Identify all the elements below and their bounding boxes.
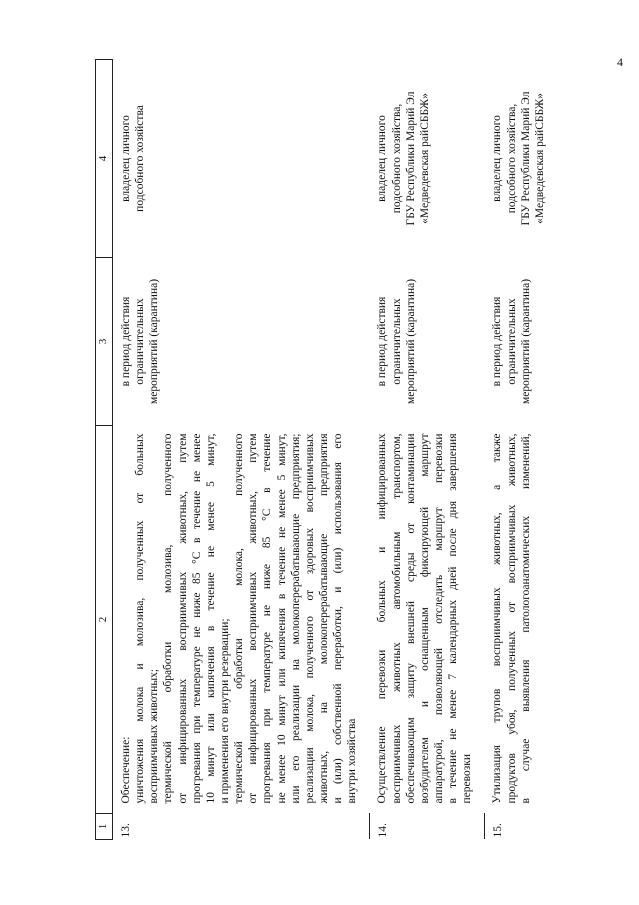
- description-line: в течение не менее 7 календарных дней после дня завершения: [447, 433, 460, 804]
- description-line: прогревания при температуре не ниже 85 °С в течение: [261, 433, 274, 804]
- row-number: 13.: [113, 814, 370, 840]
- column-header: 1: [96, 814, 113, 840]
- description-line: от инфицированных восприимчивых животных, путем: [176, 433, 189, 804]
- responsible-party: [369, 60, 484, 258]
- description-line: и применения его внутри резервации;: [218, 618, 231, 804]
- responsible-line: владелец личного: [120, 115, 132, 202]
- period-line: мероприятий (карантина): [519, 278, 532, 405]
- period-line: в период действия: [376, 296, 389, 387]
- responsible-line: «Медведевская райСББЖ»: [533, 93, 546, 224]
- table-row: [113, 60, 370, 840]
- responsible-line: «Медведевская райСББЖ»: [418, 93, 431, 224]
- description-line: или его реализации на молокоперерабатывающие предприятия;: [289, 433, 302, 804]
- description-line: от инфицированных восприимчивых животных, путем: [247, 433, 260, 804]
- description-line: и (или) собственной переработки, и (или) использования его: [332, 433, 345, 804]
- period-line: ограничительных: [390, 298, 403, 385]
- description-line: внутри хозяйства: [346, 718, 359, 804]
- description-line: термической обработки молока, полученного: [233, 433, 246, 804]
- execution-period: [113, 258, 370, 426]
- rotated-document-page: [95, 60, 605, 840]
- description-line: Обеспечение:: [120, 736, 132, 804]
- description-line: термической обработки молозива, полученного: [162, 433, 175, 804]
- period-line: ограничительных: [505, 298, 518, 385]
- description-line: уничтожения молока и молозива, полученных от больных: [134, 433, 147, 804]
- column-header: 2: [96, 426, 113, 814]
- column-header: 4: [96, 60, 113, 258]
- description-line: аппаратурой, позволяющей отследить маршрут перевозки: [432, 433, 445, 804]
- period-line: в период действия: [491, 296, 504, 387]
- responsible-line: подсобного хозяйства,: [390, 103, 403, 214]
- period-line: ограничительных: [134, 298, 147, 385]
- responsible-party: [113, 60, 370, 258]
- description-line: в случае выявления патологоанатомических изменений,: [519, 433, 532, 804]
- responsible-line: владелец личного: [491, 115, 504, 202]
- page-number: 4: [617, 55, 623, 69]
- description-line: прогревания при температуре не ниже 85 °С в течение не менее: [190, 433, 203, 804]
- row-number: 15.: [484, 814, 547, 840]
- responsible-party: [484, 60, 547, 258]
- period-line: мероприятий (карантина): [148, 278, 161, 405]
- measure-description: [113, 426, 370, 814]
- description-line: обеспечивающим защиту внешней среды от контаминации: [404, 433, 417, 804]
- execution-period: [369, 258, 484, 426]
- table-row: [484, 60, 547, 840]
- execution-period: [484, 258, 547, 426]
- description-line: Утилизация трупов восприимчивых животных, а также: [491, 433, 504, 804]
- table-header-row: [96, 60, 113, 840]
- description-line: реализации молока, полученного от здоровых восприимчивых: [303, 433, 316, 804]
- measure-description: [369, 426, 484, 814]
- responsible-line: владелец личного: [376, 115, 389, 202]
- description-line: возбудителем и оснащенным фиксирующей маршрут: [418, 433, 431, 804]
- period-line: в период действия: [120, 296, 132, 387]
- description-line: восприимчивых животных автомобильным транспортом,: [390, 433, 403, 804]
- row-number: 14.: [369, 814, 484, 840]
- responsible-line: ГБУ Республики Марий Эл: [519, 91, 532, 226]
- description-line: Осуществление перевозки больных и инфицированных: [376, 433, 389, 804]
- responsible-line: подсобного хозяйства,: [505, 103, 518, 214]
- responsible-line: подсобного хозяйства: [134, 105, 147, 212]
- description-line: не менее 10 минут или кипячения в течение не менее 5 минут,: [275, 433, 288, 804]
- description-line: продуктов убоя, полученных от восприимчивых животных,: [505, 433, 518, 804]
- description-line: животных, на молокоперерабатывающие предприятия: [317, 433, 330, 804]
- description-line: перевозки: [461, 754, 474, 804]
- measures-table: [95, 59, 547, 840]
- responsible-line: ГБУ Республики Марий Эл: [404, 91, 417, 226]
- table-body: [113, 60, 547, 840]
- period-line: мероприятий (карантина): [404, 278, 417, 405]
- column-header: 3: [96, 258, 113, 426]
- description-line: 10 минут или кипячения в течение не менее 5 минут,: [204, 433, 217, 804]
- measure-description: [484, 426, 547, 814]
- description-line: восприимчивых животных;: [148, 668, 161, 804]
- table-row: [369, 60, 484, 840]
